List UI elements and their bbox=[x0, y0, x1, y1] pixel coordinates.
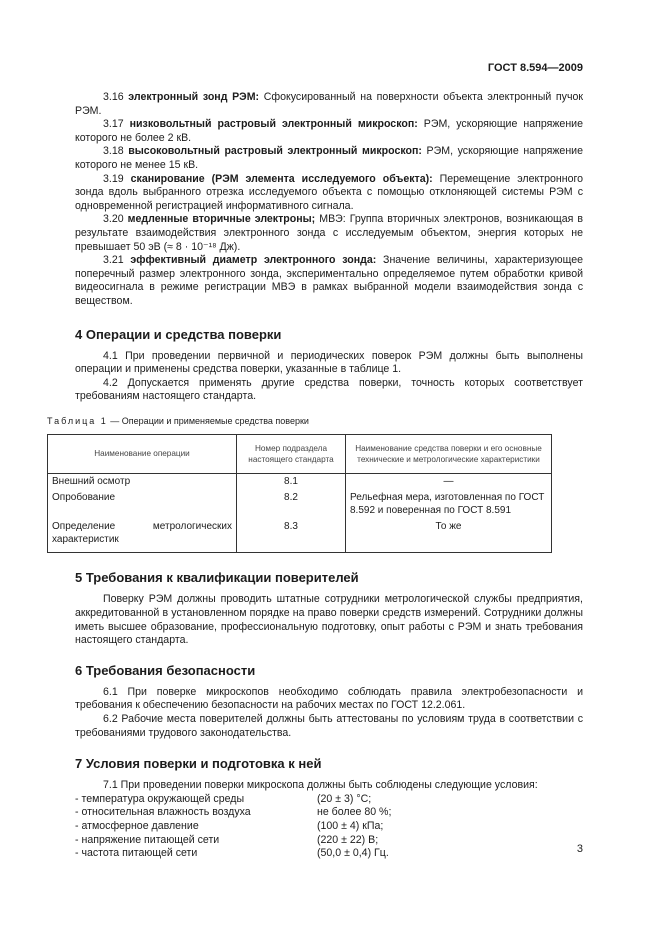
definition-3-18 bbox=[75, 145, 583, 172]
table-caption bbox=[47, 416, 583, 426]
definition-3-19 bbox=[75, 173, 583, 214]
paragraph-7-1: 7.1 При проведении поверки микроскопа должны быть соблюдены следующие условия: bbox=[103, 779, 538, 792]
cell-subsection: 8.1 bbox=[237, 473, 346, 490]
def-number: 3.18 bbox=[103, 145, 124, 158]
definition-3-21 bbox=[75, 254, 583, 308]
section-7-heading: 7 Условия поверки и подготовка к ней bbox=[75, 756, 322, 772]
table-row bbox=[48, 473, 552, 490]
def-term: высоковольтный растровый электронный микроскоп: bbox=[128, 145, 422, 158]
conditions-list bbox=[75, 793, 583, 861]
condition-name: - атмосферное давление bbox=[75, 819, 199, 832]
def-number: 3.20 bbox=[103, 213, 124, 226]
table-title: — Операции и применяемые средства поверки bbox=[107, 415, 309, 426]
cell-subsection: 8.2 bbox=[237, 490, 346, 519]
table-label: Таблица 1 bbox=[47, 415, 108, 426]
def-text: МВЭ: Группа вторичных электронов, возникающая в результате взаимодействия электронного зонда с исследуемым объектом, энергия которых не превышает 50 эВ (≈ 8 · 10⁻¹⁸ Дж). bbox=[75, 213, 584, 253]
def-term: сканирование (РЭМ элемента исследуемого объекта): bbox=[130, 172, 433, 185]
section-6-heading: 6 Требования безопасности bbox=[75, 662, 256, 678]
col-header-operation: Наименование операции bbox=[48, 434, 237, 473]
condition-name: - относительная влажность воздуха bbox=[75, 806, 251, 819]
cell-means: — bbox=[346, 473, 552, 490]
condition-value: не более 80 %; bbox=[317, 806, 392, 819]
def-term: эффективный диаметр электронного зонда: bbox=[130, 254, 377, 267]
def-text: РЭМ, ускоряющие напряжение которого не менее 15 кВ. bbox=[75, 145, 583, 171]
page-content bbox=[47, 91, 584, 861]
condition-name: - температура окружающей среды bbox=[75, 792, 245, 805]
paragraph-4-2: 4.2 Допускается применять другие средства поверки, точность которых соответствует требованиям настоящего стандарта. bbox=[75, 376, 583, 403]
condition-value: (100 ± 4) кПа; bbox=[317, 819, 384, 832]
definition-3-20 bbox=[75, 213, 583, 254]
col-header-subsection: Номер подраздела настоящего стандарта bbox=[237, 434, 346, 473]
def-number: 3.21 bbox=[103, 254, 124, 267]
verification-operations-table bbox=[47, 434, 552, 554]
def-term: низковольтный растровый электронный микроскоп: bbox=[129, 118, 418, 131]
definition-3-17 bbox=[75, 118, 583, 145]
def-term: медленные вторичные электроны; bbox=[127, 213, 316, 226]
condition-value: (220 ± 22) В; bbox=[317, 833, 379, 846]
section-4-heading: 4 Операции и средства поверки bbox=[75, 326, 282, 342]
condition-value: (50,0 ± 0,4) Гц. bbox=[317, 847, 389, 860]
cell-subsection: 8.3 bbox=[237, 519, 346, 553]
definition-3-16 bbox=[75, 91, 583, 118]
cell-means: То же bbox=[346, 519, 552, 553]
paragraph-4-1: 4.1 При проведении первичной и периодических поверок РЭМ должны быть выполнены операции и применены средства поверки, указанные в таблице 1. bbox=[75, 349, 583, 376]
paragraph-6-2: 6.2 Рабочие места поверителей должны быть аттестованы по условиям труда в соответствии с требованиями трудового законодательства. bbox=[75, 712, 583, 739]
condition-value: (20 ± 3) °С; bbox=[317, 792, 372, 805]
page-number: 3 bbox=[576, 843, 583, 855]
paragraph-5: Поверку РЭМ должны проводить штатные сотрудники метрологической службы предприятия, аккредитованной в установленном порядке на право поверки средств измерений. Сотрудники должны иметь высшее образование, профессиональную подготовку, опыт работы с РЭМ и знать требования настоящего стандарта. bbox=[75, 593, 583, 647]
table-row bbox=[48, 519, 552, 553]
table-row bbox=[48, 490, 552, 519]
condition-name: - напряжение питающей сети bbox=[75, 833, 220, 846]
condition-name: - частота питающей сети bbox=[75, 847, 198, 860]
def-term: электронный зонд РЭМ: bbox=[128, 91, 260, 103]
cell-operation: Опробование bbox=[48, 490, 237, 519]
def-text: Сфокусированный на поверхности объекта электронный пучок РЭМ. bbox=[75, 91, 584, 117]
cell-operation: Внешний осмотр bbox=[48, 473, 237, 490]
def-number: 3.17 bbox=[103, 118, 124, 131]
paragraph-6-1: 6.1 При поверке микроскопов необходимо соблюдать правила электробезопасности и требования к обеспечению безопасности на рабочих местах по ГОСТ 12.2.061. bbox=[75, 685, 583, 712]
cell-means: Рельефная мера, изготовленная по ГОСТ 8.592 и поверенная по ГОСТ 8.591 bbox=[346, 490, 552, 519]
section-5-heading: 5 Требования к квалификации поверителей bbox=[75, 570, 359, 586]
def-number: 3.19 bbox=[103, 172, 124, 185]
def-number: 3.16 bbox=[103, 91, 124, 103]
cell-operation: Определение метрологических характеристик bbox=[48, 519, 237, 553]
def-text: Значение величины, характеризующее поперечный размер электронного зонда, экспериментально определяемое путем обработки кривой видеосигнала в режиме регистрации МВЭ в рамках выбранной модели взаимодействия зонда с веществом. bbox=[75, 254, 583, 307]
table-header-row bbox=[48, 434, 552, 473]
col-header-means: Наименование средства поверки и его основные технические и метрологические характеристики bbox=[346, 434, 552, 473]
definitions-list bbox=[75, 91, 583, 309]
def-text: РЭМ, ускоряющие напряжение которого не более 2 кВ. bbox=[75, 118, 583, 144]
standard-header: ГОСТ 8.594—2009 bbox=[487, 62, 583, 74]
def-text: Перемещение электронного зонда вдоль выбранного отрезка исследуемого объекта с помощью отклоняющей системы РЭМ с одновременной регистрацией информативного сигнала. bbox=[75, 172, 583, 212]
